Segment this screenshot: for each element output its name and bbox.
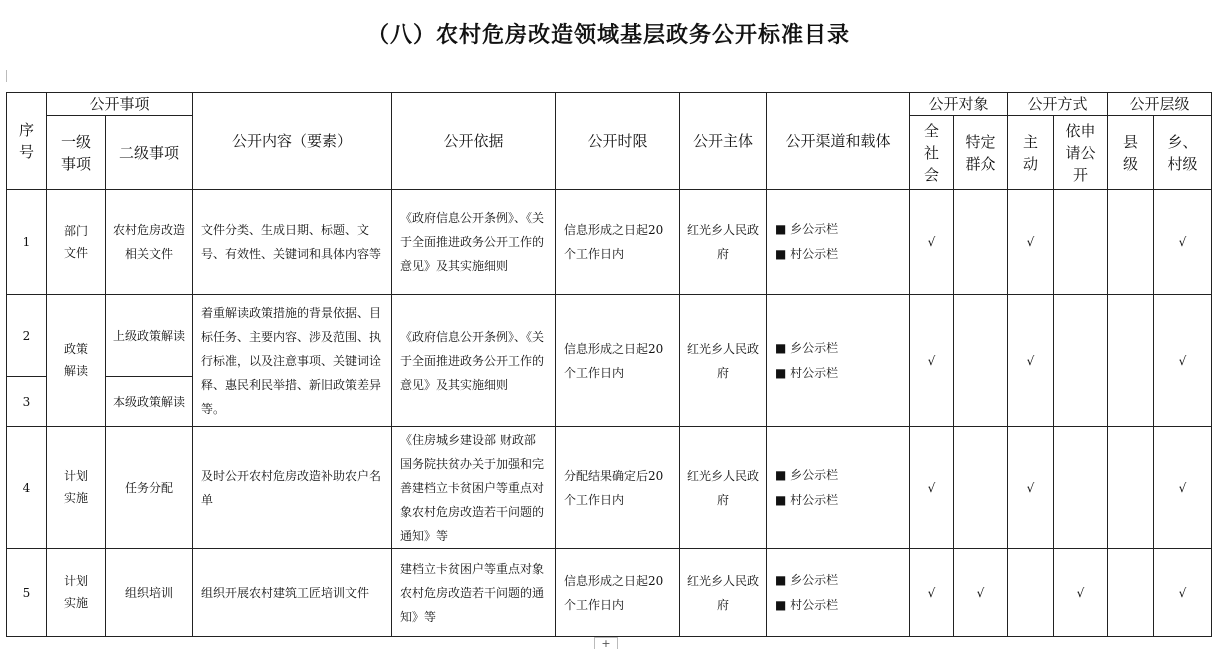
- add-row-handle[interactable]: +: [594, 637, 618, 649]
- row-level2: 本级政策解读: [106, 377, 193, 427]
- row-channels: ■ 乡公示栏 ■ 村公示栏: [767, 190, 910, 295]
- row-seq: 3: [7, 377, 47, 427]
- row-content: 组织开展农村建筑工匠培训文件: [193, 549, 392, 637]
- check-method-active: √: [1008, 427, 1054, 549]
- check-audience-all: √: [910, 295, 954, 427]
- bullet-icon: ■: [775, 247, 787, 261]
- page-edge-marker: [0, 70, 7, 82]
- header-basis: 公开依据: [392, 93, 556, 190]
- check-method-active: √: [1008, 190, 1054, 295]
- header-method-active: 主动: [1008, 116, 1054, 190]
- row-level1: 计划实施: [47, 549, 106, 637]
- empty-cell: [1108, 190, 1154, 295]
- header-subject: 公开主体: [680, 93, 767, 190]
- empty-cell: [1108, 427, 1154, 549]
- header-level-county: 县级: [1108, 116, 1154, 190]
- empty-cell: [1108, 295, 1154, 427]
- empty-cell: [1054, 295, 1108, 427]
- check-level-village: √: [1154, 427, 1212, 549]
- header-seq: 序号: [7, 93, 47, 190]
- row-channels: ■ 乡公示栏 ■ 村公示栏: [767, 427, 910, 549]
- bullet-icon: ■: [775, 597, 787, 612]
- row-time-limit: 信息形成之日起20 个工作日内: [556, 549, 680, 637]
- header-time-limit: 公开时限: [556, 93, 680, 190]
- check-level-village: √: [1154, 295, 1212, 427]
- row-level1: 计划实施: [47, 427, 106, 549]
- row-time-limit: 信息形成之日起20 个工作日内: [556, 295, 680, 427]
- table-row: [7, 295, 1212, 377]
- bullet-icon: ■: [775, 492, 787, 507]
- standards-table: [6, 92, 1212, 637]
- check-audience-all: √: [910, 549, 954, 637]
- row-level2: 组织培训: [106, 549, 193, 637]
- table-row: [7, 549, 1212, 637]
- row-subject: 红光乡人民政府: [680, 549, 767, 637]
- row-basis: 《政府信息公开条例》、《关于全面推进政务公开工作的意见》及其实施细则: [392, 190, 556, 295]
- empty-cell: [1054, 427, 1108, 549]
- empty-cell: [954, 295, 1008, 427]
- header-content: 公开内容（要素）: [193, 93, 392, 190]
- row-subject: 红光乡人民政府: [680, 190, 767, 295]
- empty-cell: [1108, 549, 1154, 637]
- table-row: [7, 427, 1212, 549]
- row-channels: ■ 乡公示栏 ■ 村公示栏: [767, 549, 910, 637]
- empty-cell: [954, 427, 1008, 549]
- empty-cell: [1008, 549, 1054, 637]
- header-level-village: 乡、村级: [1154, 116, 1212, 190]
- row-content: 着重解读政策措施的背景依据、目标任务、主要内容、涉及范围、执行标准，以及注意事项、关键词诠释、惠民利民举措、新旧政策差异等。: [193, 295, 392, 427]
- row-seq: 5: [7, 549, 47, 637]
- bullet-icon: ■: [775, 365, 787, 380]
- row-level2: 农村危房改造相关文件: [106, 190, 193, 295]
- header-audience: 公开对象: [910, 93, 1008, 116]
- row-seq: 1: [7, 190, 47, 295]
- row-basis: 《住房城乡建设部 财政部 国务院扶贫办关于加强和完善建档立卡贫困户等重点对象农村危房改造若干问题的通知》等: [392, 427, 556, 549]
- check-method-active: √: [1008, 295, 1054, 427]
- row-seq: 4: [7, 427, 47, 549]
- header-level2: 二级事项: [106, 116, 193, 190]
- header-method: 公开方式: [1008, 93, 1108, 116]
- bullet-icon: ■: [775, 222, 787, 236]
- header-row-1: [7, 93, 1212, 116]
- bullet-icon: ■: [775, 340, 787, 355]
- row-content: 及时公开农村危房改造补助农户名单: [193, 427, 392, 549]
- header-channel: 公开渠道和载体: [767, 93, 910, 190]
- header-audience-specific: 特定群众: [954, 116, 1008, 190]
- table-row: [7, 190, 1212, 295]
- row-level2: 任务分配: [106, 427, 193, 549]
- empty-cell: [954, 190, 1008, 295]
- check-method-apply: √: [1054, 549, 1108, 637]
- row-seq: 2: [7, 295, 47, 377]
- check-audience-specific: √: [954, 549, 1008, 637]
- check-audience-all: √: [910, 427, 954, 549]
- header-audience-all: 全社会: [910, 116, 954, 190]
- header-matters: 公开事项: [47, 93, 193, 116]
- check-level-village: √: [1154, 549, 1212, 637]
- bullet-icon: ■: [775, 467, 787, 482]
- row-subject: 红光乡人民政府: [680, 295, 767, 427]
- empty-cell: [1054, 190, 1108, 295]
- bullet-icon: ■: [775, 572, 787, 587]
- row-basis: 建档立卡贫困户等重点对象农村危房改造若干问题的通知》等: [392, 549, 556, 637]
- header-level1: 一级事项: [47, 116, 106, 190]
- row-level2: 上级政策解读: [106, 295, 193, 377]
- row-time-limit: 信息形成之日起20 个工作日内: [556, 190, 680, 295]
- row-level1: 政策解读: [47, 295, 106, 427]
- row-subject: 红光乡人民政府: [680, 427, 767, 549]
- row-time-limit: 分配结果确定后20 个工作日内: [556, 427, 680, 549]
- row-channels: ■ 乡公示栏 ■ 村公示栏: [767, 295, 910, 427]
- row-content: 文件分类、生成日期、标题、文号、有效性、关键词和具体内容等: [193, 190, 392, 295]
- check-audience-all: √: [910, 190, 954, 295]
- page-title: （八）农村危房改造领域基层政务公开标准目录: [366, 23, 850, 48]
- row-basis: 《政府信息公开条例》、《关于全面推进政务公开工作的意见》及其实施细则: [392, 295, 556, 427]
- check-level-village: √: [1154, 190, 1212, 295]
- header-level: 公开层级: [1108, 93, 1212, 116]
- header-method-apply: 依申请公开: [1054, 116, 1108, 190]
- row-level1: 部门文件: [47, 190, 106, 295]
